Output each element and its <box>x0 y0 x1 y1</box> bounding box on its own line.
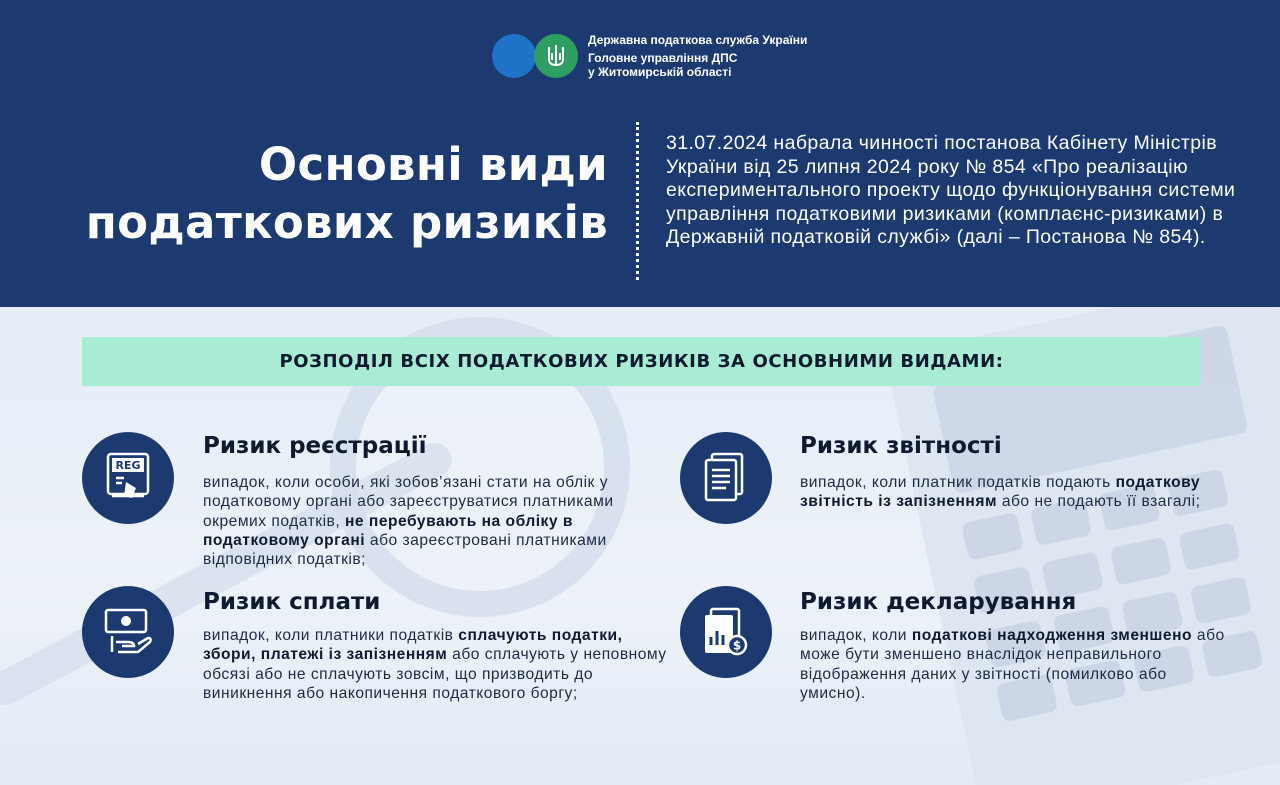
risk-registration-title: Ризик реєстрації <box>203 433 427 459</box>
risk-payment-desc <box>203 626 673 703</box>
header <box>0 0 1280 307</box>
page-title-line2: податкових ризиків <box>85 196 608 249</box>
logo <box>492 32 807 80</box>
dotted-divider <box>636 122 639 280</box>
logo-blue-circle <box>492 34 536 78</box>
risk-payment-desc-part2: або сплачують у неповному обсязі або не сплачують зовсім, що призводить до виникнення або накопичення податкового боргу; <box>203 646 667 702</box>
document-icon <box>680 432 772 524</box>
risk-declaration-desc-part1: випадок, коли <box>800 627 912 644</box>
risk-payment-desc-bold: сплачують податки, збори, платежі із запізненням <box>203 627 623 664</box>
risk-declaration-desc <box>800 626 1230 703</box>
org-name-line1: Державна податкова служба України <box>588 33 808 47</box>
page-title <box>8 136 608 252</box>
org-name-line2: Головне управління ДПС <box>588 51 738 65</box>
risk-registration-desc-bold: не перебувають на обліку в податковому органі <box>203 512 573 549</box>
risk-payment-title: Ризик сплати <box>203 589 381 615</box>
risk-registration-desc <box>203 473 673 569</box>
section-banner-text: РОЗПОДІЛ ВСІХ ПОДАТКОВИХ РИЗИКІВ ЗА ОСНОВНИМИ ВИДАМИ: <box>279 351 1004 372</box>
risk-reporting-desc-part2: або не подають її взагалі; <box>997 493 1201 511</box>
svg-text:REG: REG <box>115 459 141 472</box>
section-banner <box>82 337 1201 386</box>
svg-text:$: $ <box>732 638 742 653</box>
page-title-line1: Основні види <box>258 138 608 191</box>
reg-form-icon <box>82 432 174 524</box>
risk-declaration-desc-bold: податкові надходження зменшено <box>911 627 1193 644</box>
risk-reporting-desc <box>800 473 1220 512</box>
risk-declaration-title: Ризик декларування <box>800 589 1077 615</box>
risk-reporting-title: Ризик звітності <box>800 433 1002 459</box>
org-name-line3: у Житомирській області <box>588 65 732 79</box>
risk-registration-desc-part1: випадок, коли особи, які зобов’язані стати на облік у податковому органі або зареєструватися платниками окремих податків, <box>203 474 614 530</box>
report-dollar-icon <box>680 586 772 678</box>
risk-registration-desc-part2: або зареєстровані платниками відповідних податків; <box>203 531 607 569</box>
risk-reporting-desc-part1: випадок, коли платник податків подають <box>800 474 1116 491</box>
trident-icon <box>534 34 578 78</box>
risk-declaration-desc-part2: або може бути зменшено внаслідок неправильного відображення даних у звітності (помилково або умисно). <box>800 627 1225 702</box>
org-name <box>588 33 807 79</box>
intro-text: 31.07.2024 набрала чинності постанова Кабінету Міністрів України від 25 липня 2024 року № 854 «Про реалізацію експериментального проекту щодо функціонування системи управління податковими ризиками (комплаєнс-ризиками) в Державній податковій службі» (далі – Постанова № 854). <box>666 132 1236 248</box>
money-hand-icon <box>82 586 174 678</box>
risk-payment-desc-part1: випадок, коли платники податків <box>203 627 459 644</box>
risk-reporting-desc-bold: податкову звітність із запізненням <box>800 474 1201 511</box>
